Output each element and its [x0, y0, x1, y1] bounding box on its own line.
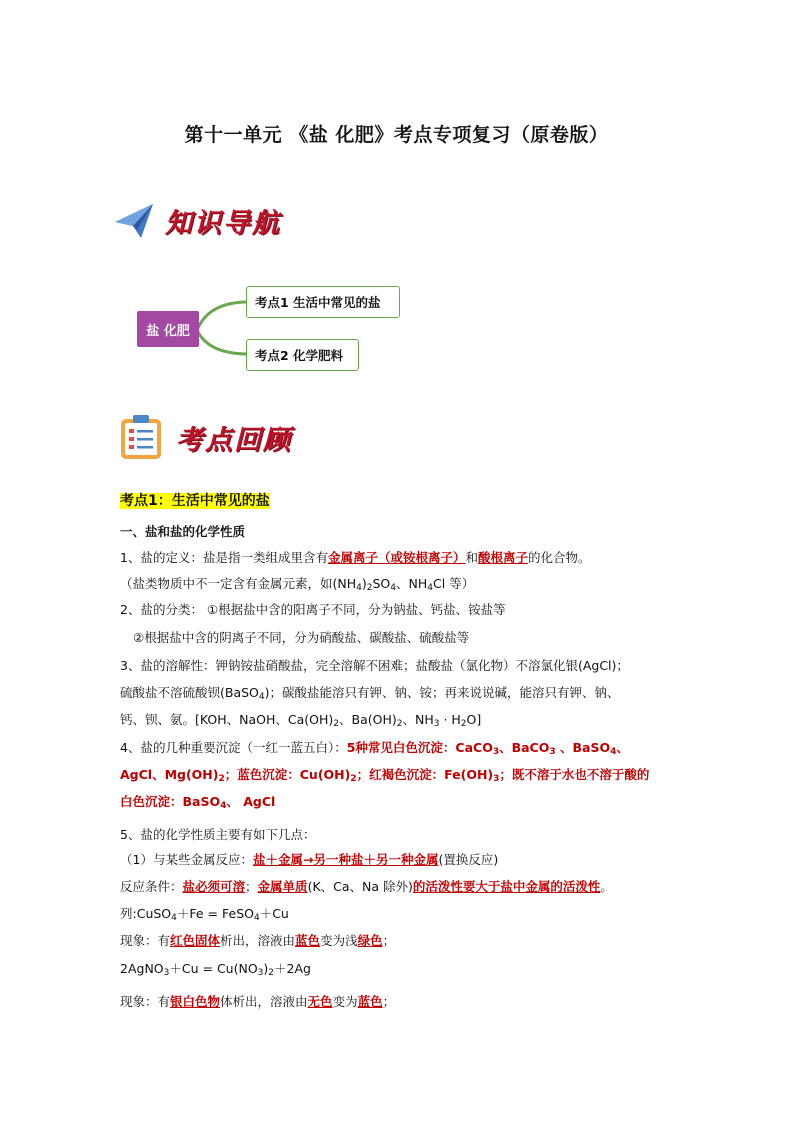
banner-knowledge-nav	[113, 200, 281, 240]
banner-review	[118, 413, 292, 461]
highlighted-heading: 考点1：生活中常见的盐	[120, 493, 270, 509]
equation-line: 列:CuSO$_4$＋Fe = FeSO$_4$＋Cu	[120, 906, 289, 923]
text-line: （盐类物质中不一定含有金属元素，如$(NH_4)_2SO_4$、$NH_4Cl$ 等）	[120, 576, 475, 593]
text-line: 现象：有红色固体析出，溶液由蓝色变为浅绿色；	[120, 933, 396, 948]
text-line: 白色沉淀：BaSO$_4$、 AgCl	[120, 794, 276, 811]
text-line: 5、盐的化学性质主要有如下几点：	[120, 827, 316, 842]
banner-title: 知识导航	[165, 207, 281, 239]
mindmap-node-1: 考点1 生活中常见的盐	[246, 286, 400, 318]
mindmap-center-node: 盐 化肥	[137, 311, 199, 347]
text-line: 3、盐的溶解性：钾钠铵盐硝酸盐，完全溶解不困难；盐酸盐（氯化物）不溶氯化银(AgCl)；	[120, 658, 629, 673]
text-line: （1）与某些金属反应：盐＋金属→另一种盐＋另一种金属(置换反应)	[120, 852, 499, 867]
text-line: 硫酸盐不溶硫酸钡(BaSO$_4$)；碳酸盐能溶只有钾、钠、铵；再来说说碱，能溶只有钾、钠、	[120, 685, 620, 702]
text-line: 2、盐的分类： ①根据盐中含的阳离子不同，分为钠盐、钙盐、铵盐等	[120, 602, 506, 617]
text-line: 4、盐的几种重要沉淀（一红一蓝五白）：5种常见白色沉淀：CaCO$_3$、BaCO$_3$ 、BaSO$_4$、	[120, 740, 629, 757]
paper-plane-icon	[113, 200, 157, 240]
text-line: 现象：有银白色物体析出，溶液由无色变为蓝色；	[120, 994, 396, 1009]
page-title: 第十一单元 《盐 化肥》考点专项复习（原卷版）	[184, 124, 609, 146]
subsection-heading: 一、盐和盐的化学性质	[120, 524, 246, 539]
text-line: 反应条件：盐必须可溶；金属单质(K、Ca、Na 除外)的活泼性要大于盐中金属的活泼性。	[120, 879, 613, 894]
text-line: 1、盐的定义：盐是指一类组成里含有金属离子（或铵根离子）和酸根离子的化合物。	[120, 550, 591, 565]
text-line: 钙、钡、氨。[KOH、NaOH、$Ca(OH)_2$、$Ba(OH)_2$、$NH_3 \cdot H_2O$]	[120, 712, 482, 729]
text-line: AgCl、$Mg(OH)_2$；蓝色沉淀：$Cu(OH)_2$；红褐色沉淀：$Fe(OH)_3$；既不溶于水也不溶于酸的	[120, 767, 650, 784]
banner-title: 考点回顾	[176, 424, 292, 456]
mindmap-node-2: 考点2 化学肥料	[246, 339, 359, 371]
clipboard-checklist-icon	[118, 413, 164, 461]
equation-line: 2AgNO$_3$＋Cu = $Cu(NO_3)_2+2Ag$	[120, 961, 311, 978]
text-line: ②根据盐中含的阴离子不同，分为硝酸盐、碳酸盐、硫酸盐等	[133, 630, 470, 645]
section-heading	[120, 492, 270, 510]
